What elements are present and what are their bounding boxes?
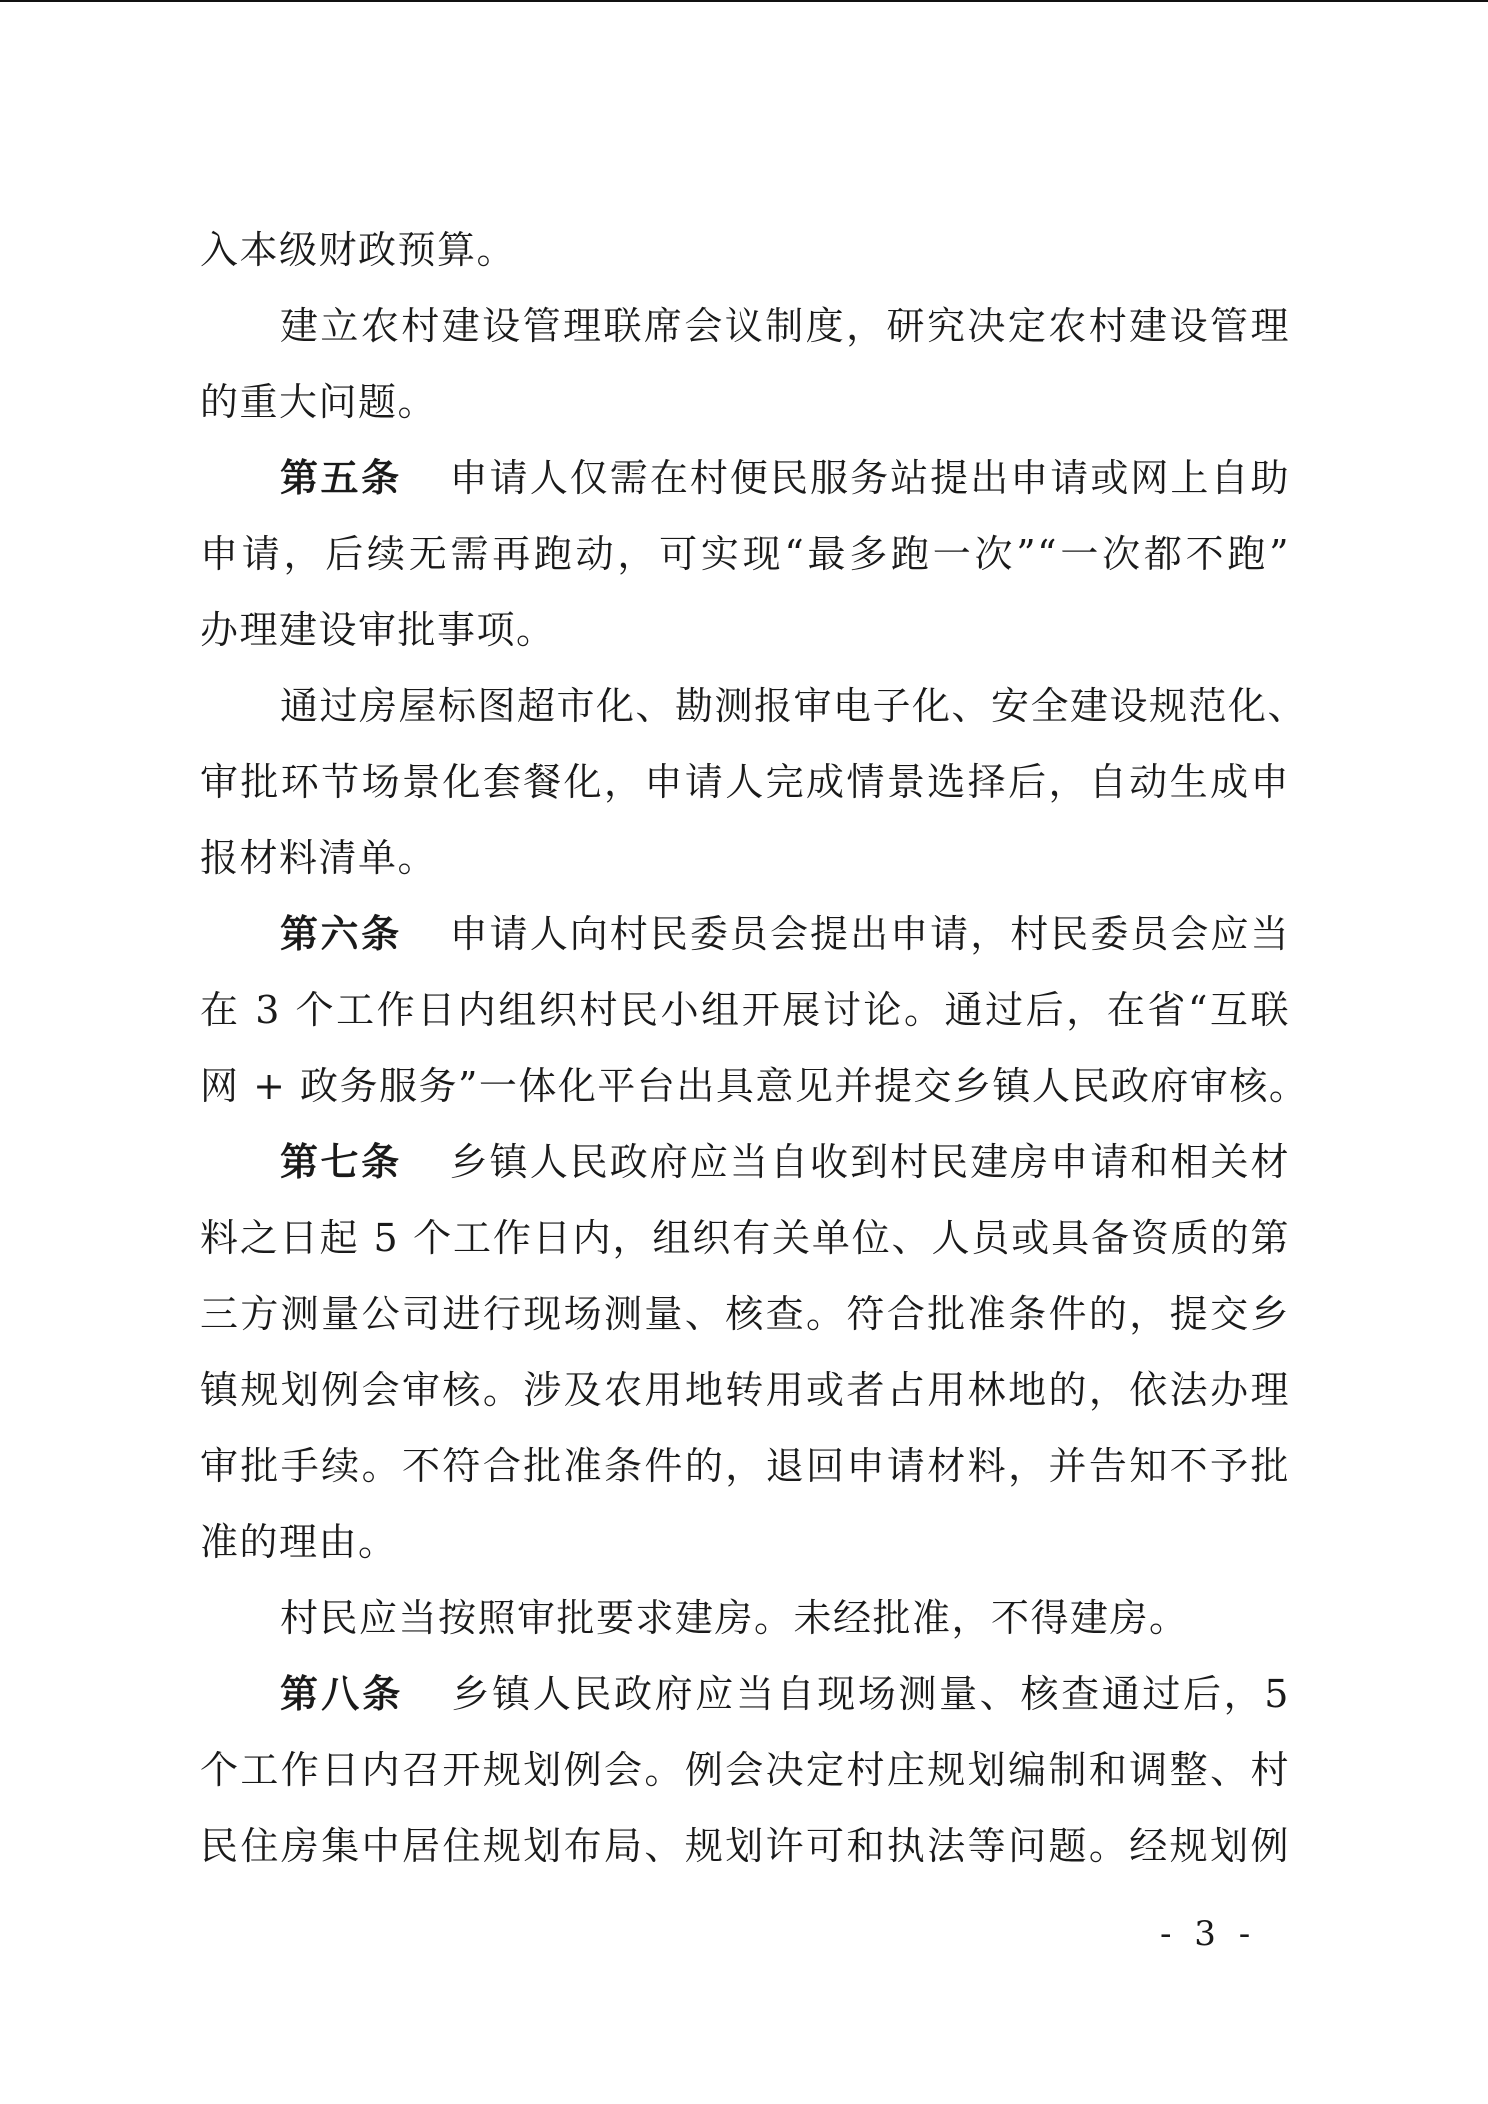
- article-6-label: 第六条: [280, 912, 402, 956]
- text-line: 建立农村建设管理联席会议制度，研究决定农村建设管理: [280, 304, 1290, 348]
- article-7-first-line: [280, 1140, 1290, 1184]
- text-span: 申请人仅需在村便民服务站提出申请或网上自助: [449, 456, 1290, 500]
- text-line: 村民应当按照审批要求建房。未经批准，不得建房。: [280, 1596, 1189, 1640]
- text-line: 入本级财政预算。: [200, 228, 517, 272]
- text-line: 料之日起 5 个工作日内，组织有关单位、人员或具备资质的第: [200, 1216, 1290, 1260]
- text-line: 镇规划例会审核。涉及农用地转用或者占用林地的，依法办理: [200, 1368, 1290, 1412]
- article-6-first-line: [280, 912, 1290, 956]
- article-5-label: 第五条: [280, 456, 402, 500]
- article-8-first-line: [280, 1672, 1290, 1716]
- article-5-first-line: [280, 456, 1290, 500]
- page-number: - 3 -: [1160, 1914, 1257, 1954]
- text-span: 申请人向村民委员会提出申请，村民委员会应当: [449, 912, 1290, 956]
- text-line: 审批环节场景化套餐化，申请人完成情景选择后，自动生成申: [200, 760, 1290, 804]
- text-line: 民住房集中居住规划布局、规划许可和执法等问题。经规划例: [200, 1824, 1290, 1868]
- text-line: 三方测量公司进行现场测量、核查。符合批准条件的，提交乡: [200, 1292, 1290, 1336]
- text-line: 审批手续。不符合批准条件的，退回申请材料，并告知不予批: [200, 1444, 1290, 1488]
- article-8-label: 第八条: [280, 1672, 404, 1716]
- article-7-label: 第七条: [280, 1140, 402, 1184]
- text-line: 个工作日内召开规划例会。例会决定村庄规划编制和调整、村: [200, 1748, 1290, 1792]
- text-span: 乡镇人民政府应当自现场测量、核查通过后，5: [451, 1672, 1290, 1716]
- page-top-border: [0, 0, 1488, 2]
- text-line: 申请，后续无需再跑动，可实现“最多跑一次”“一次都不跑”: [200, 532, 1290, 576]
- text-line: 通过房屋标图超市化、勘测报审电子化、安全建设规范化、: [280, 684, 1308, 728]
- text-line: 网 + 政务服务”一体化平台出具意见并提交乡镇人民政府审核。: [200, 1064, 1309, 1108]
- text-line: 报材料清单。: [200, 836, 438, 880]
- text-line: 在 3 个工作日内组织村民小组开展讨论。通过后，在省“互联: [200, 988, 1290, 1032]
- text-line: 准的理由。: [200, 1520, 398, 1564]
- text-line: 办理建设审批事项。: [200, 608, 556, 652]
- text-span: 乡镇人民政府应当自收到村民建房申请和相关材: [449, 1140, 1290, 1184]
- text-line: 的重大问题。: [200, 380, 438, 424]
